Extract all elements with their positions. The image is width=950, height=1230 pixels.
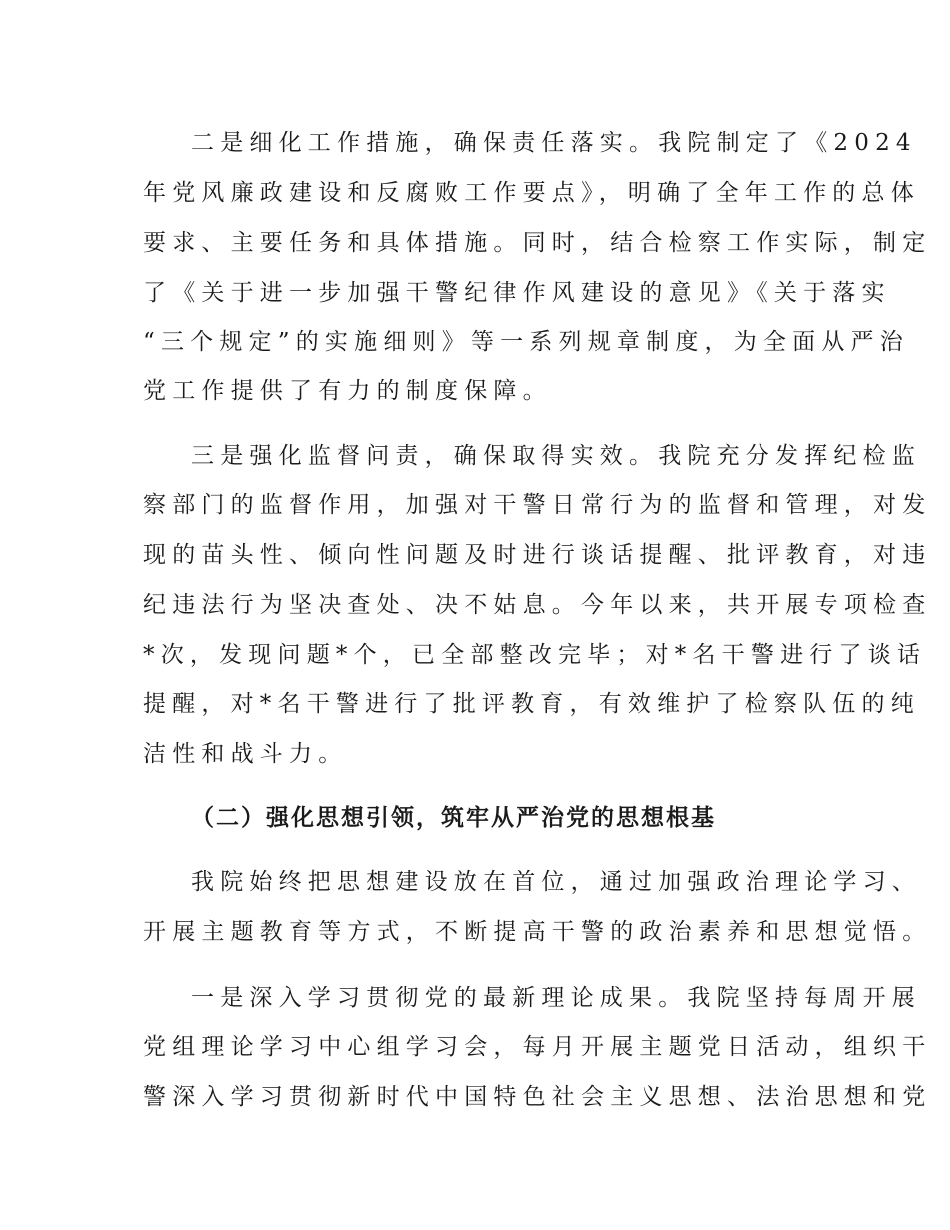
paragraph-1-line-3: 要求、主要任务和具体措施。同时，结合检察工作实际，制定 xyxy=(143,230,932,256)
paragraph-2-line-7: 洁性和战斗力。 xyxy=(143,741,348,767)
paragraph-1-line-2: 年党风廉政建设和反腐败工作要点》，明确了全年工作的总体 xyxy=(143,180,920,206)
paragraph-2-line-6: 提醒，对*名干警进行了批评教育，有效维护了检察队伍的纯 xyxy=(143,691,920,717)
paragraph-2-line-3: 现的苗头性、倾向性问题及时进行谈话提醒、批评教育，对违 xyxy=(143,542,932,568)
paragraph-1-line-1: 二是细化工作措施，确保责任落实。我院制定了《2024 xyxy=(191,130,917,156)
paragraph-1-line-5: “三个规定”的实施细则》等一系列规章制度，为全面从严治 xyxy=(143,329,909,355)
paragraph-2-line-4: 纪违法行为坚决查处、决不姑息。今年以来，共开展专项检查 xyxy=(143,592,932,618)
paragraph-2-line-1: 三是强化监督问责，确保取得实效。我院充分发挥纪检监 xyxy=(191,443,921,469)
paragraph-1-line-6: 党工作提供了有力的制度保障。 xyxy=(143,378,552,404)
paragraph-2-line-5: *次，发现问题*个，已全部整改完毕；对*名干警进行了谈话 xyxy=(143,642,927,668)
paragraph-4-line-3: 警深入学习贯彻新时代中国特色社会主义思想、法治思想和党 xyxy=(143,1084,932,1110)
paragraph-3-line-2: 开展主题教育等方式，不断提高干警的政治素养和思想觉悟。 xyxy=(143,919,932,945)
paragraph-1-line-4: 了《关于进一步加强干警纪律作风建设的意见》《关于落实 xyxy=(143,280,891,306)
paragraph-4-line-1: 一是深入学习贯彻党的最新理论成果。我院坚持每周开展 xyxy=(191,985,921,1011)
paragraph-3-line-1: 我院始终把思想建设放在首位，通过加强政治理论学习、 xyxy=(191,869,921,895)
section-heading: （二）强化思想引领，筑牢从严治党的思想根基 xyxy=(191,805,716,831)
paragraph-2-line-2: 察部门的监督作用，加强对干警日常行为的监督和管理，对发 xyxy=(143,492,932,518)
paragraph-4-line-2: 党组理论学习中心组学习会，每月开展主题党日活动，组织干 xyxy=(143,1034,932,1060)
